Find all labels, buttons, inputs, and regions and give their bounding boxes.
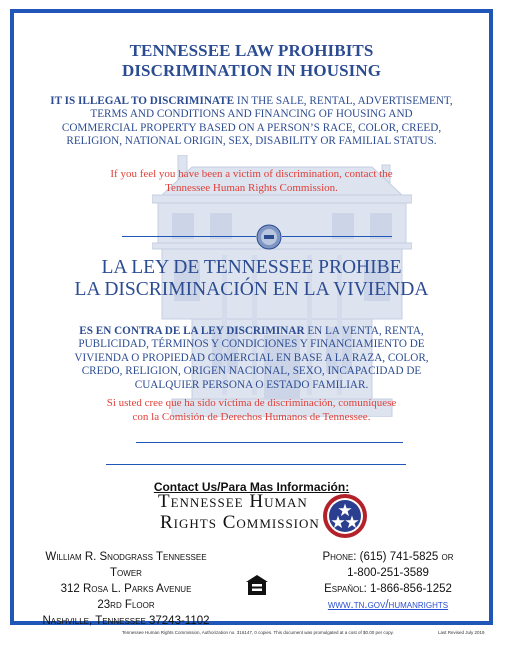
tri-star-seal-icon [322,493,368,539]
divider-left [122,236,256,237]
english-lead: IT IS ILLEGAL TO DISCRIMINATE [50,95,235,107]
spanish-victim-line2: con la Comisión de Derechos Humanos de Tennessee. [132,410,371,423]
equal-housing-icon [245,574,269,596]
address-line3: 23rd Floor [97,599,155,611]
commission-name-line2: Rights Commission [160,512,320,533]
spanish-body-line5: CUALQUIER PERSONA O ESTADO FAMILIAR. [134,378,369,391]
spanish-title-line1: LA LEY DE TENNESSEE PROHIBE [101,257,402,278]
commission-name [158,491,320,533]
spanish-title [14,257,489,301]
english-body-line1: IN THE SALE, RENTAL, ADVERTISEMENT, [234,95,453,107]
website-link[interactable]: www.tn.gov/humanrights [327,599,449,611]
english-body-line2: TERMS AND CONDITIONS AND FINANCING OF HOUSING AND [90,108,413,121]
divider-right [282,236,392,237]
english-body-line3: COMMERCIAL PROPERTY BASED ON A PERSON’S RACE, COLOR, CREED, [61,121,442,134]
address-line4: Nashville, Tennessee 37243-1102 [42,615,210,627]
state-seal-icon [256,224,282,250]
contact-heading: Contact Us/Para Mas Información: [153,480,350,494]
spanish-body-line2: PUBLICIDAD, TÉRMINOS Y CONDICIONES Y FINANCIAMIENTO DE [78,338,425,351]
commission-name-line1: Tennessee Human [158,491,308,512]
spanish-victim-notice [14,397,489,424]
phone-block [300,549,476,613]
english-title [14,41,489,81]
phone-main: Phone: (615) 741-5825 [322,551,439,563]
spanish-body-line4: CREDO, RELIGION, ORIGEN NACIONAL, SEXO, INCAPACIDAD DE [81,365,422,378]
address-line2: 312 Rosa L. Parks Avenue [60,583,192,595]
address-block [28,549,224,629]
divider-contact [106,464,406,465]
english-title-line2: DISCRIMINATION IN HOUSING [121,61,382,80]
spanish-victim-line1: Si usted cree que ha sido víctima de discriminación, comuníquese [106,397,397,409]
divider-spanish [136,442,403,443]
spanish-body [14,325,489,392]
address-line1: William R. Snodgrass Tennessee Tower [45,551,207,579]
footer-note: Tennessee Human Rights Commission, Authorization no. 316147, 0 copies. This document was promulgated at a cost of $0.00 per copy. [122,630,394,635]
spanish-body-line3: VIVIENDA O PROPIEDAD COMERCIAL EN BASE A LA RAZA, COLOR, [74,351,429,364]
english-body-line4: RELIGION, NATIONAL ORIGIN, SEX, DISABILITY OR FAMILIAL STATUS. [66,135,437,148]
spanish-title-line2: LA DISCRIMINACIÓN EN LA VIVIENDA [74,279,429,300]
english-victim-line1: If you feel you have been a victim of discrimination, contact the [110,168,393,180]
english-victim-line2: Tennessee Human Rights Commission. [165,181,338,194]
english-victim-notice [14,168,489,195]
phone-or: or [438,551,454,563]
footer-revised: Last Revised July 2019 [438,630,485,635]
spanish-lead: ES EN CONTRA DE LA LEY DISCRIMINAR [79,325,305,337]
phone-espanol: Español: 1-866-856-1252 [324,583,452,595]
phone-tollfree: 1-800-251-3589 [347,567,429,579]
spanish-body-line1: EN LA VENTA, RENTA, [304,325,424,337]
english-title-line1: TENNESSEE LAW PROHIBITS [129,41,374,60]
english-body [14,95,489,149]
